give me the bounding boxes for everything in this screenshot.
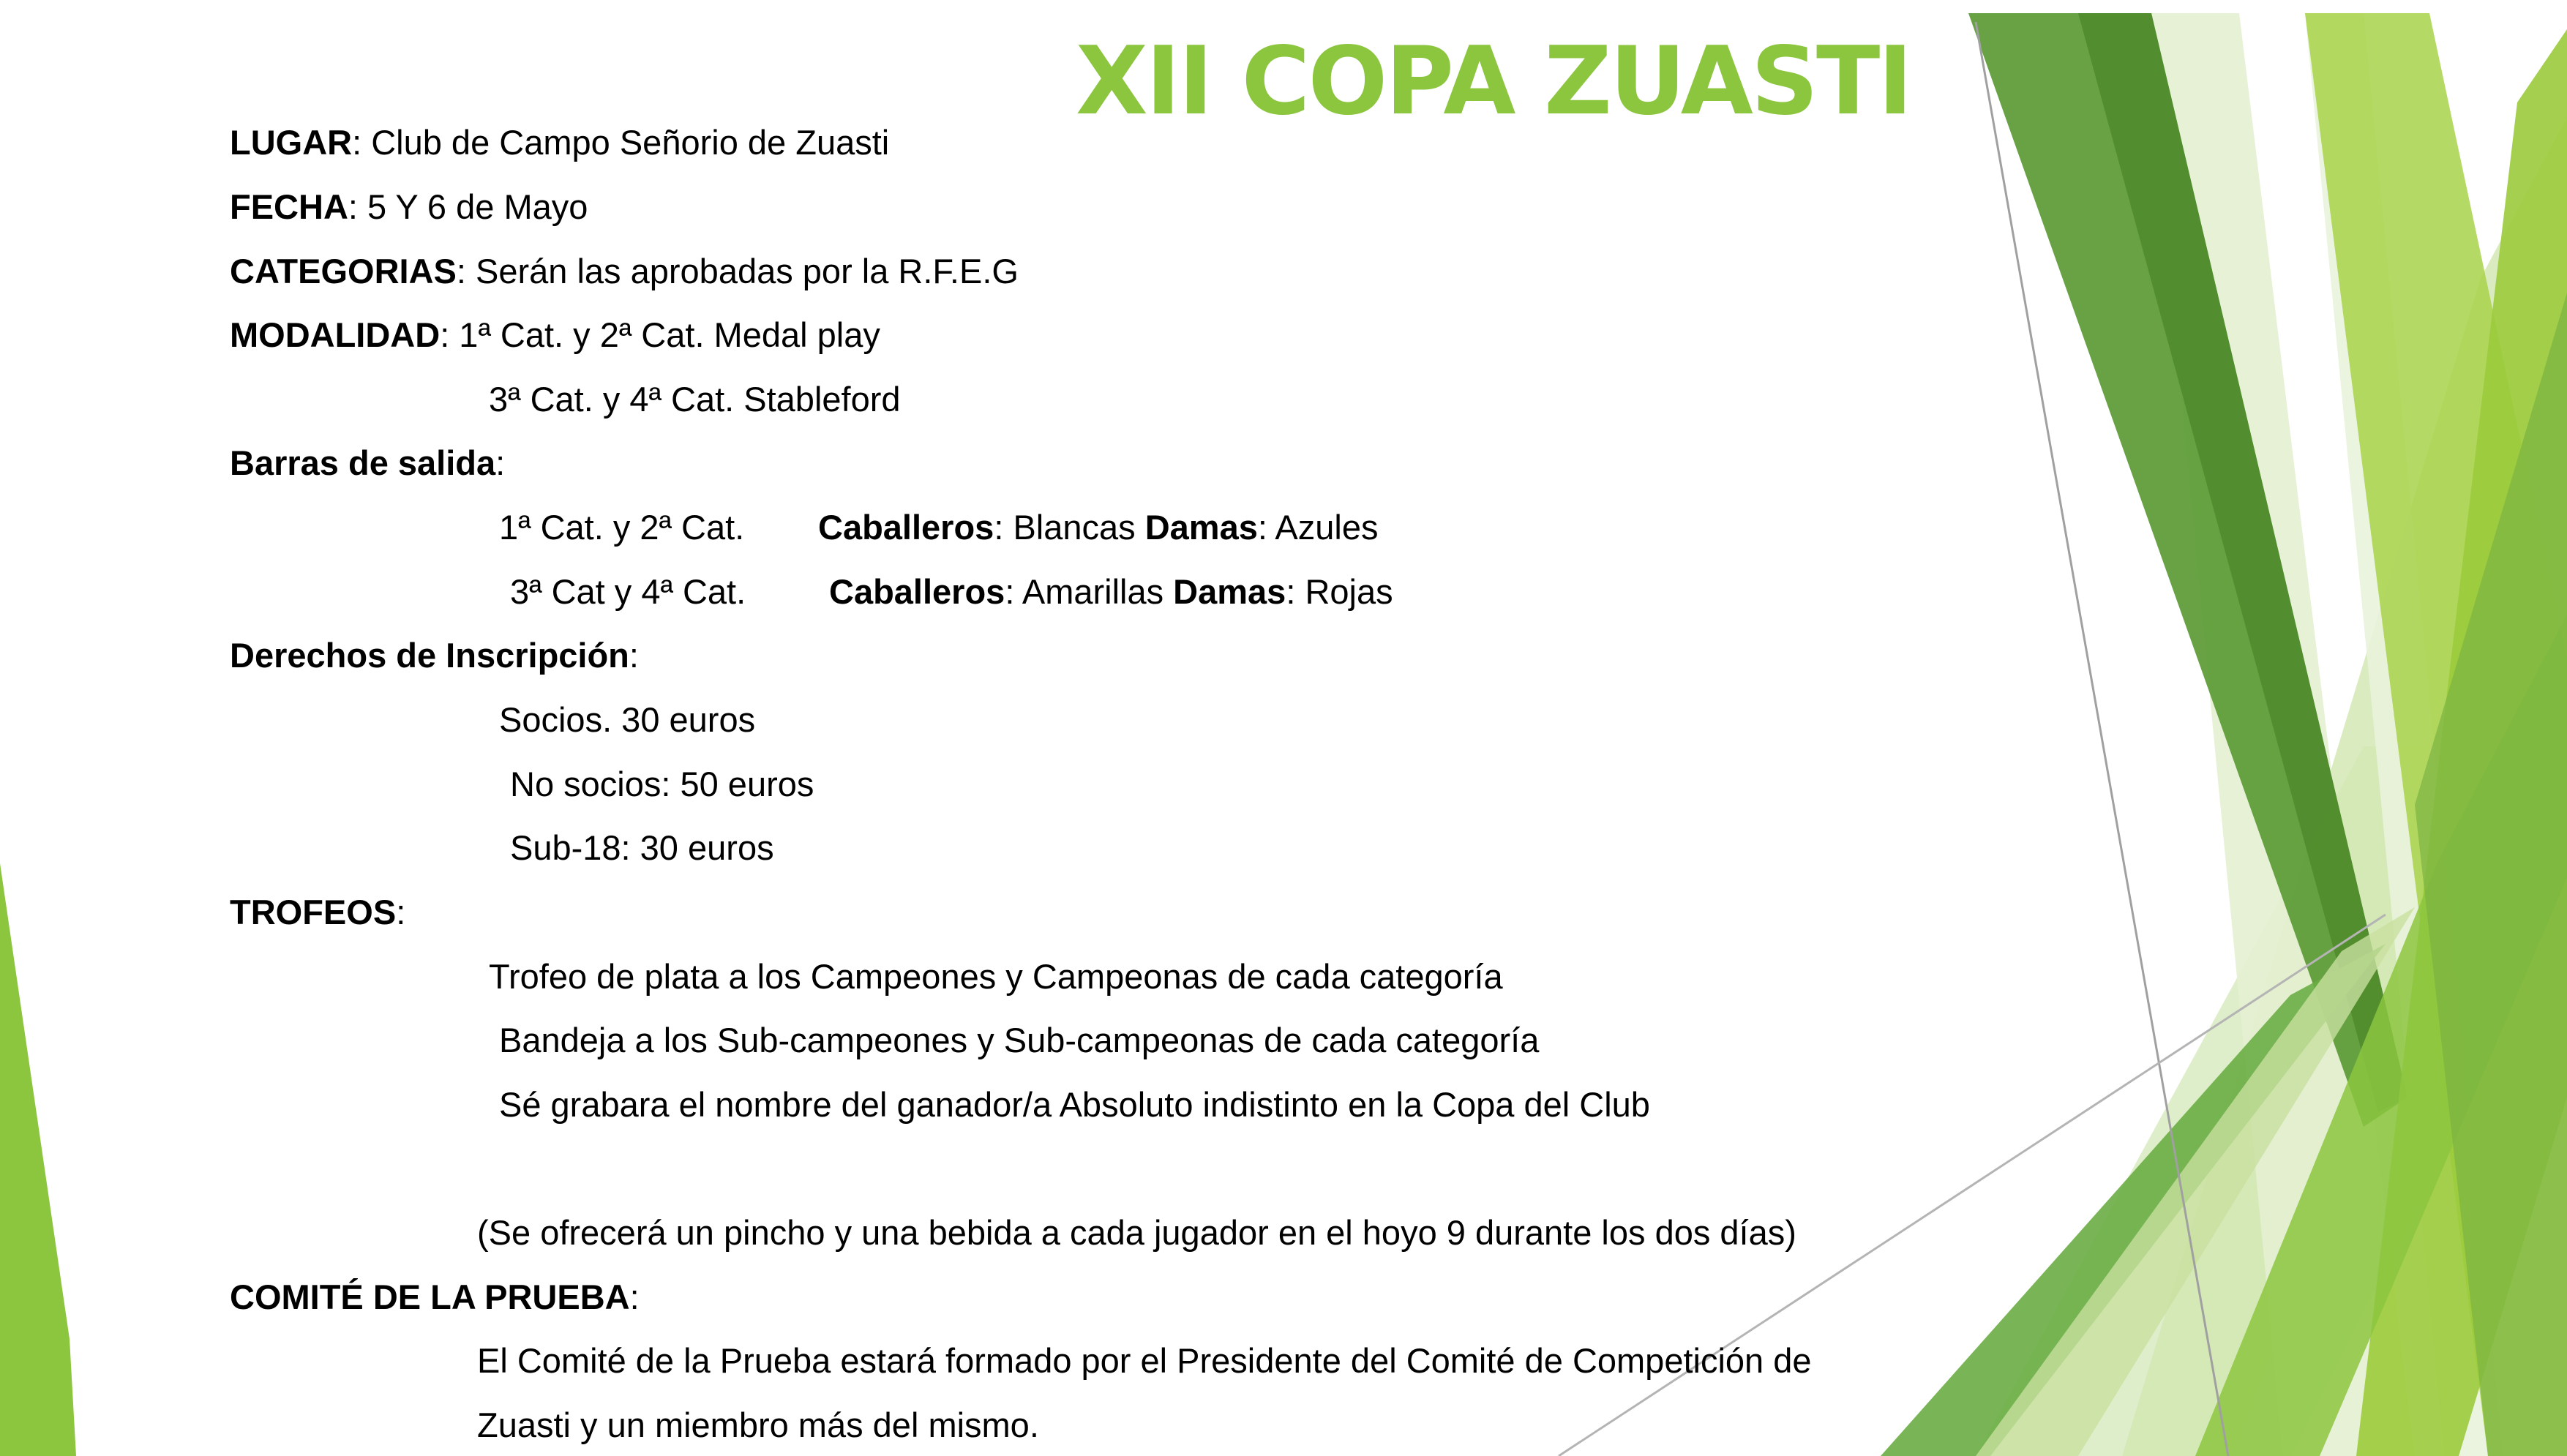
trofeos-suffix: : [396,893,406,931]
barras-row-2-cab-label: Caballeros [829,572,1005,611]
left-stripe [0,863,76,1456]
fecha-line [230,185,588,229]
fecha-label: FECHA [230,187,348,226]
lugar-value: : Club de Campo Señorio de Zuasti [352,123,890,162]
trofeos-item: Bandeja a los Sub-campeones y Sub-campeonas de cada categoría [499,1021,1540,1059]
categorias-line [230,249,1019,293]
categorias-label: CATEGORIAS [230,252,457,290]
barras-row-1-dam-label: Damas [1144,508,1258,547]
barras-row-1 [499,506,744,549]
barras-suffix: : [495,443,506,482]
barras-row-1-cats: 1ª Cat. y 2ª Cat. [499,508,745,547]
barras-heading [230,441,505,485]
modalidad-value-2: 3ª Cat. y 4ª Cat. Stableford [489,380,901,419]
modalidad-value-1: : 1ª Cat. y 2ª Cat. Medal play [440,315,880,354]
comite-label: COMITÉ DE LA PRUEBA [230,1277,630,1316]
barras-row-2 [510,570,746,614]
barras-row-2-dam-label: Damas [1173,572,1286,611]
barras-row-2-detail [829,570,1393,614]
barras-row-2-cab-value: : Amarillas [1005,572,1174,611]
modalidad-line-2 [489,378,901,421]
barras-row-1-detail [818,506,1378,549]
modalidad-label: MODALIDAD [230,315,441,354]
comite-suffix: : [629,1277,640,1316]
comite-text-1: El Comité de la Prueba estará formado por el Presidente del Comité de Competición de [477,1341,1812,1380]
barras-label: Barras de salida [230,443,496,482]
trofeos-heading [230,890,405,934]
derechos-item: Socios. 30 euros [499,700,756,739]
derechos-item: Sub-18: 30 euros [510,828,774,867]
derechos-label: Derechos de Inscripción [230,636,629,675]
barras-row-2-dam-value: : Rojas [1286,572,1393,611]
trofeos-note: (Se ofrecerá un pincho y una bebida a cada jugador en el hoyo 9 durante los dos días) [477,1213,1796,1252]
fecha-value: : 5 Y 6 de Mayo [348,187,588,226]
categorias-value: : Serán las aprobadas por la R.F.E.G [456,252,1019,290]
derechos-heading [230,634,639,678]
lugar-label: LUGAR [230,123,353,162]
barras-row-1-cab-value: : Blancas [994,508,1145,547]
barras-row-1-cab-label: Caballeros [818,508,994,547]
page-title: XII COPA ZUASTI [1076,27,1911,136]
derechos-item: No socios: 50 euros [510,765,814,803]
barras-row-2-cats: 3ª Cat y 4ª Cat. [510,572,746,611]
modalidad-line [230,313,880,357]
lugar-line [230,121,889,165]
trofeos-label: TROFEOS [230,893,397,931]
trofeos-item: Sé grabara el nombre del ganador/a Absoluto indistinto en la Copa del Club [499,1085,1650,1124]
trofeos-item: Trofeo de plata a los Campeones y Campeonas de cada categoría [489,957,1503,996]
comite-text-2: Zuasti y un miembro más del mismo. [477,1406,1039,1444]
derechos-suffix: : [629,636,639,675]
comite-heading [230,1275,640,1319]
barras-row-1-dam-value: : Azules [1257,508,1379,547]
